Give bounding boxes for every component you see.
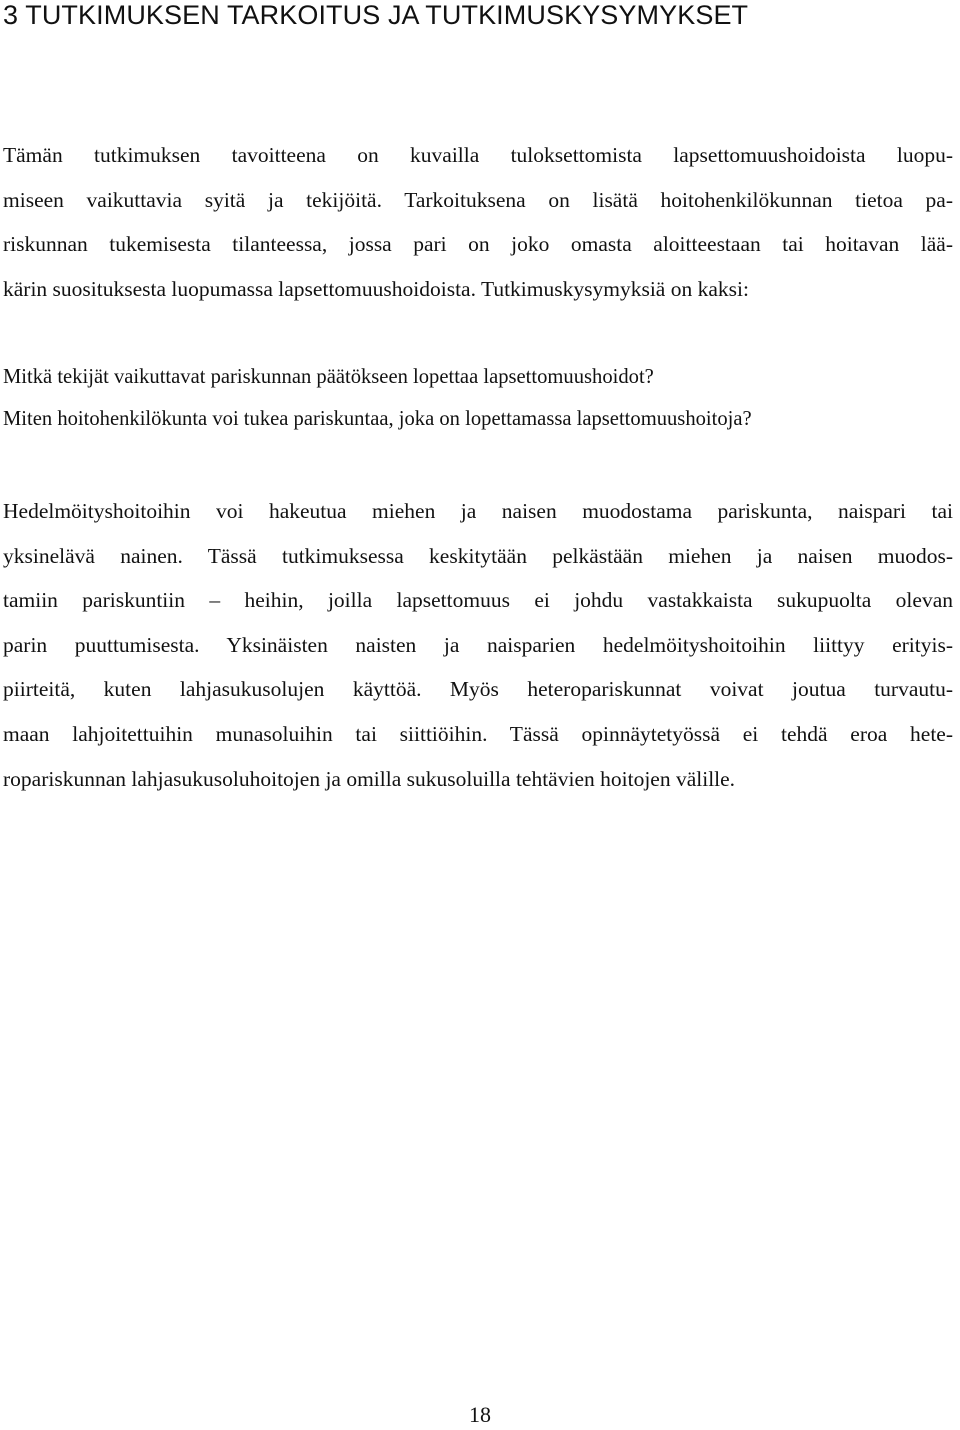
text-line: kärin suosituksesta luopumassa lapsettomuushoidoista. Tutkimuskysymyksiä on kaksi: <box>3 276 749 301</box>
text-line: ropariskunnan lahjasukusoluhoitojen ja omilla sukusoluilla tehtävien hoitojen välille. <box>3 766 736 791</box>
text-line: tamiin pariskuntiin – heihin, joilla lapsettomuus ei johdu vastakkaista sukupuolta olevan <box>3 588 953 613</box>
text-line: maan lahjoitettuihin munasoluihin tai siittiöihin. Tässä opinnäytetyössä ei tehdä eroa hete- <box>3 721 953 746</box>
intro-paragraph <box>3 140 953 318</box>
scope-paragraph <box>3 496 953 808</box>
research-questions <box>3 362 953 434</box>
research-question-2: Miten hoitohenkilökunta voi tukea pariskuntaa, joka on lopettamassa lapsettomuushoitoja? <box>3 408 752 430</box>
text-line: Tämän tutkimuksen tavoitteena on kuvailla tuloksettomista lapsettomuushoidoista luopu- <box>3 143 953 167</box>
text-line: riskunnan tukemisesta tilanteessa, jossa pari on joko omasta aloitteestaan tai hoitavan lää- <box>3 232 953 257</box>
text-line: piirteitä, kuten lahjasukusolujen käyttöä. Myös heteropariskunnat voivat joutua turvautu- <box>3 677 953 702</box>
research-question-1: Mitkä tekijät vaikuttavat pariskunnan päätökseen lopettaa lapsettomuushoidot? <box>3 366 654 388</box>
text-line: yksinelävä nainen. Tässä tutkimuksessa keskitytään pelkästään miehen ja naisen muodos- <box>3 543 953 568</box>
text-line: Hedelmöityshoitoihin voi hakeutua miehen ja naisen muodostama pariskunta, naispari tai <box>3 499 953 523</box>
text-line: miseen vaikuttavia syitä ja tekijöitä. Tarkoituksena on lisätä hoitohenkilökunnan tietoa pa- <box>3 187 953 212</box>
section-heading: 3 TUTKIMUKSEN TARKOITUS JA TUTKIMUSKYSYMYKSET <box>3 0 749 30</box>
page-number: 18 <box>469 1402 491 1427</box>
text-line: parin puuttumisesta. Yksinäisten naisten ja naisparien hedelmöityshoitoihin liittyy erityis- <box>3 632 953 657</box>
